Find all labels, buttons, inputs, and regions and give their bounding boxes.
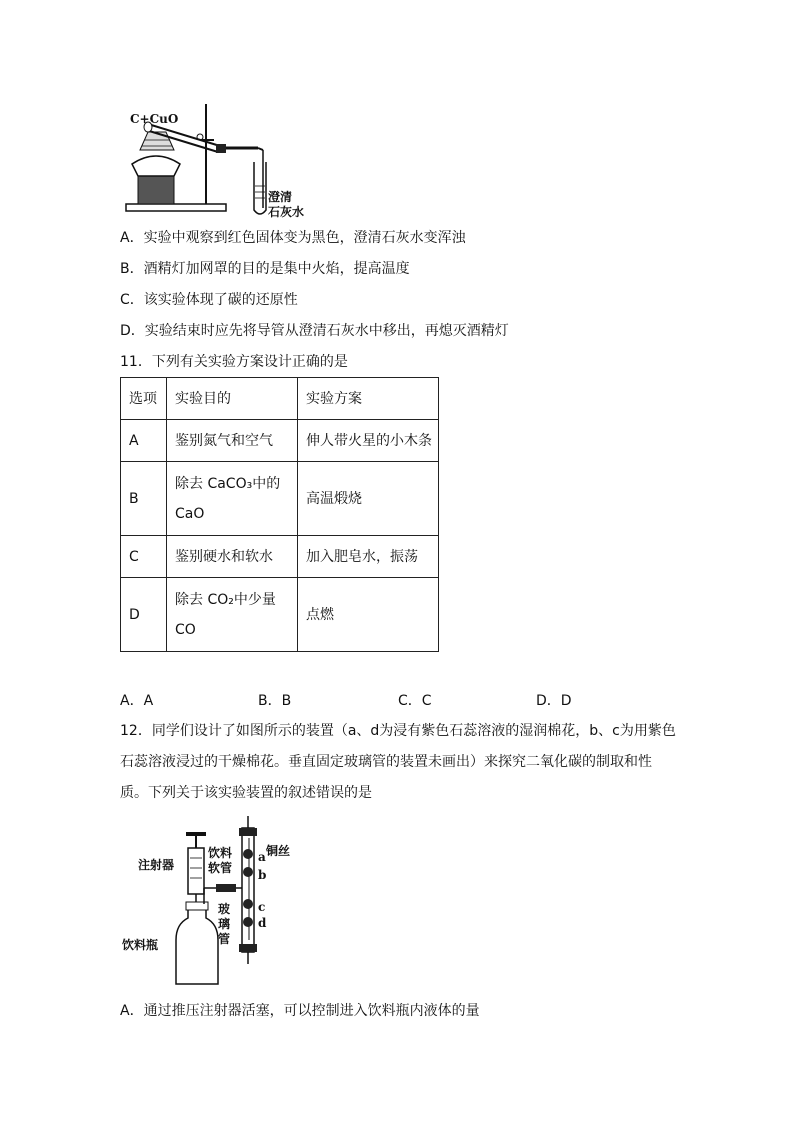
cotton-label-b: b — [258, 868, 267, 882]
apparatus-figure-1 — [118, 100, 318, 220]
row-plan: 伸人带火星的小木条 — [298, 420, 439, 462]
header-plan: 实验方案 — [298, 378, 439, 420]
q10-option-d: D．实验结束时应先将导管从澄清石灰水中移出，再熄灭酒精灯 — [120, 323, 509, 339]
table-row — [121, 420, 439, 462]
bottle-label: 饮料瓶 — [122, 938, 159, 952]
row-purpose: 除去 CaCO₃中的 CaO — [167, 462, 298, 536]
row-plan: 加入肥皂水，振荡 — [298, 536, 439, 578]
table-header-row — [121, 378, 439, 420]
row-plan: 高温煅烧 — [298, 462, 439, 536]
table-row — [121, 578, 439, 652]
reactant-label: C+CuO — [130, 112, 179, 126]
syringe-label: 注射器 — [138, 858, 175, 872]
table-row — [121, 536, 439, 578]
q10-option-a: A．实验中观察到红色固体变为黑色，澄清石灰水变浑浊 — [120, 230, 466, 246]
q12-stem-line1: 12．同学们设计了如图所示的装置（a、d为浸有紫色石蕊溶液的湿润棉花，b、c为用紫色 — [120, 723, 676, 739]
q11-stem: 11．下列有关实验方案设计正确的是 — [120, 354, 348, 370]
limewater-label-line1: 澄清 — [268, 190, 293, 204]
cotton-label-d: d — [258, 916, 267, 930]
q12-stem-line2: 石蕊溶液浸过的干燥棉花。垂直固定玻璃管的装置未画出）来探究二氧化碳的制取和性 — [120, 754, 652, 770]
row-option: A — [121, 420, 167, 462]
q11-choice-a: A．A — [120, 693, 154, 709]
q11-choice-c: C．C — [398, 693, 432, 709]
glass-tube-label-3: 管 — [218, 932, 231, 946]
header-option: 选项 — [121, 378, 167, 420]
glass-tube-label-1: 玻 — [218, 902, 231, 916]
header-purpose: 实验目的 — [167, 378, 298, 420]
row-option: B — [121, 462, 167, 536]
q12-option-a: A．通过推压注射器活塞，可以控制进入饮料瓶内液体的量 — [120, 1003, 480, 1019]
q11-choice-b: B．B — [258, 693, 292, 709]
soft-tube-label-2: 软管 — [208, 861, 233, 875]
q12-stem-line3: 质。下列关于该实验装置的叙述错误的是 — [120, 785, 372, 801]
cotton-label-a: a — [258, 850, 266, 864]
apparatus-figure-2 — [118, 812, 318, 990]
row-purpose: 除去 CO₂中少量 CO — [167, 578, 298, 652]
q11-choice-d: D．D — [536, 693, 572, 709]
row-purpose: 鉴别硬水和软水 — [167, 536, 298, 578]
q10-option-b: B．酒精灯加网罩的目的是集中火焰，提高温度 — [120, 261, 410, 277]
limewater-label-line2: 石灰水 — [268, 205, 305, 219]
q11-table — [120, 377, 439, 652]
row-plan: 点燃 — [298, 578, 439, 652]
row-option: D — [121, 578, 167, 652]
q10-option-c: C．该实验体现了碳的还原性 — [120, 292, 298, 308]
glass-tube-label-2: 璃 — [218, 917, 231, 931]
soft-tube-label-1: 饮料 — [208, 846, 233, 860]
copper-wire-label: 铜丝 — [266, 844, 291, 858]
table-row — [121, 462, 439, 536]
row-option: C — [121, 536, 167, 578]
row-purpose: 鉴别氮气和空气 — [167, 420, 298, 462]
cotton-label-c: c — [258, 900, 266, 914]
